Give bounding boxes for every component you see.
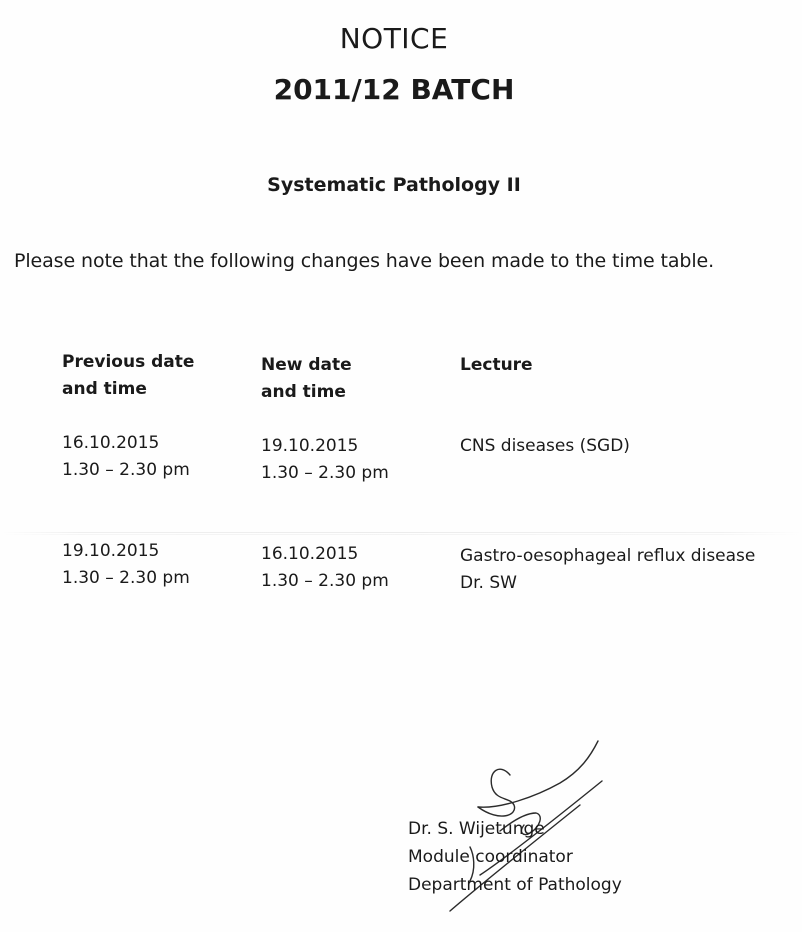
paper-crease [0, 532, 802, 533]
row-2-lecture-line-1: Gastro-oesophageal reflux disease [460, 546, 756, 566]
subject-heading: Systematic Pathology II [267, 174, 521, 196]
column-header-previous [62, 349, 194, 403]
row-1-previous-date: 16.10.2015 [62, 433, 160, 453]
row-1-lecture-line-1: CNS diseases (SGD) [460, 436, 630, 456]
row-2-previous [62, 538, 190, 592]
row-2-previous-date: 19.10.2015 [62, 541, 160, 561]
row-1-previous [62, 430, 190, 484]
column-header-lecture [460, 352, 533, 379]
notice-heading: NOTICE [339, 22, 449, 55]
column-header-previous-line-1: Previous date [62, 352, 195, 372]
row-1-lecture [460, 433, 630, 460]
column-header-new [261, 352, 352, 406]
column-header-new-line-2: and time [261, 382, 346, 402]
column-header-previous-line-2: and time [62, 379, 147, 399]
row-1-new [261, 433, 389, 487]
column-header-new-line-1: New date [261, 355, 352, 375]
signatory-title: Module coordinator [408, 847, 573, 867]
row-2-new-date: 16.10.2015 [261, 544, 359, 564]
row-2-previous-time: 1.30 – 2.30 pm [62, 568, 190, 588]
signature-block [408, 815, 622, 899]
signatory-department: Department of Pathology [408, 875, 622, 895]
row-2-new-time: 1.30 – 2.30 pm [261, 571, 389, 591]
intro-paragraph: Please note that the following changes have been made to the time table. [14, 250, 715, 272]
row-1-new-time: 1.30 – 2.30 pm [261, 463, 389, 483]
paper-crease [0, 534, 802, 535]
row-1-previous-time: 1.30 – 2.30 pm [62, 460, 190, 480]
signatory-name: Dr. S. Wijetunge [408, 819, 545, 839]
row-2-lecture-line-2: Dr. SW [460, 573, 517, 593]
column-header-lecture-line-1: Lecture [460, 355, 533, 375]
batch-heading: 2011/12 BATCH [273, 73, 515, 106]
row-1-new-date: 19.10.2015 [261, 436, 359, 456]
row-2-new [261, 541, 389, 595]
row-2-lecture [460, 543, 755, 597]
